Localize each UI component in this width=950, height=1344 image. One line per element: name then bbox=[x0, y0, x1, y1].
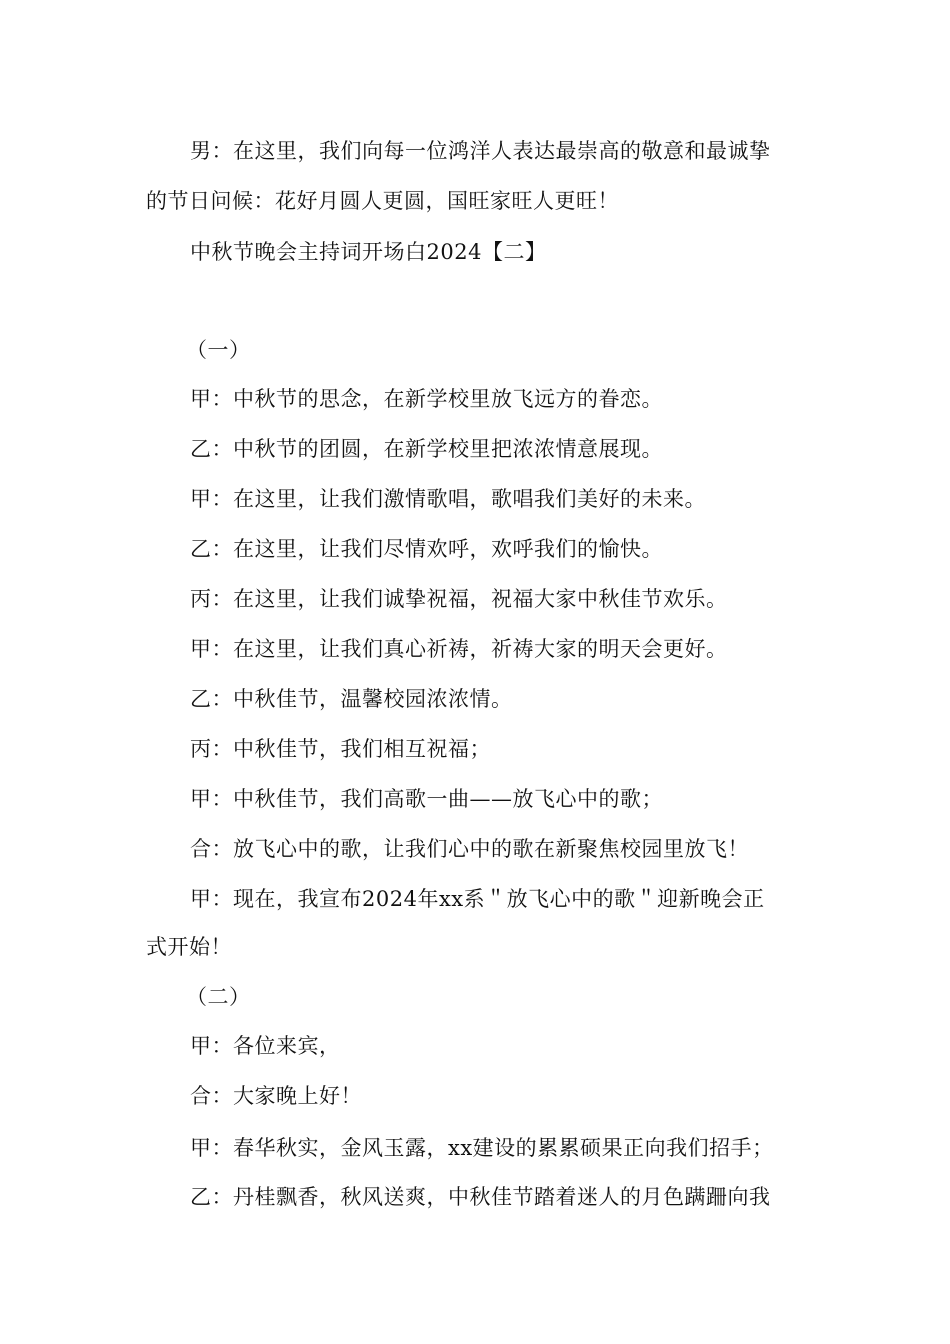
paragraph-line: 的节日问候：花好月圆人更圆，国旺家旺人更旺！ bbox=[146, 189, 619, 213]
paragraph-line: 甲：各位来宾， bbox=[190, 1034, 341, 1058]
paragraph-line: 甲：中秋节的思念，在新学校里放飞远方的眷恋。 bbox=[190, 387, 663, 411]
paragraph-line: 丙：中秋佳节，我们相互祝福； bbox=[190, 737, 491, 761]
paragraph-line: 丙：在这里，让我们诚挚祝福，祝福大家中秋佳节欢乐。 bbox=[190, 587, 728, 611]
paragraph-line: 乙：中秋节的团圆，在新学校里把浓浓情意展现。 bbox=[190, 437, 663, 461]
paragraph-line: 式开始！ bbox=[146, 935, 232, 959]
paragraph-line: 乙：丹桂飘香，秋风送爽，中秋佳节踏着迷人的月色蹒跚向我 bbox=[190, 1185, 771, 1209]
paragraph-line: 甲：现在，我宣布2024年xx系＂放飞心中的歌＂迎新晚会正 bbox=[190, 887, 765, 911]
paragraph-line: 甲：春华秋实，金风玉露，xx建设的累累硕果正向我们招手； bbox=[190, 1136, 774, 1160]
subsection-marker: （二） bbox=[186, 985, 251, 1009]
paragraph-line: 合：大家晚上好！ bbox=[190, 1084, 362, 1108]
paragraph-line: 甲：在这里，让我们真心祈祷，祈祷大家的明天会更好。 bbox=[190, 637, 728, 661]
subsection-marker: （一） bbox=[186, 338, 251, 362]
paragraph-line: 乙：中秋佳节，温馨校园浓浓情。 bbox=[190, 687, 513, 711]
paragraph-line: 乙：在这里，让我们尽情欢呼，欢呼我们的愉快。 bbox=[190, 537, 663, 561]
paragraph-line: 甲：在这里，让我们激情歌唱，歌唱我们美好的未来。 bbox=[190, 487, 706, 511]
section-heading: 中秋节晚会主持词开场白2024【二】 bbox=[190, 240, 547, 264]
paragraph-line: 甲：中秋佳节，我们高歌一曲——放飞心中的歌； bbox=[190, 787, 663, 811]
paragraph-line: 合：放飞心中的歌，让我们心中的歌在新聚焦校园里放飞！ bbox=[190, 837, 749, 861]
paragraph-line: 男：在这里，我们向每一位鸿洋人表达最崇高的敬意和最诚挚 bbox=[190, 139, 771, 163]
